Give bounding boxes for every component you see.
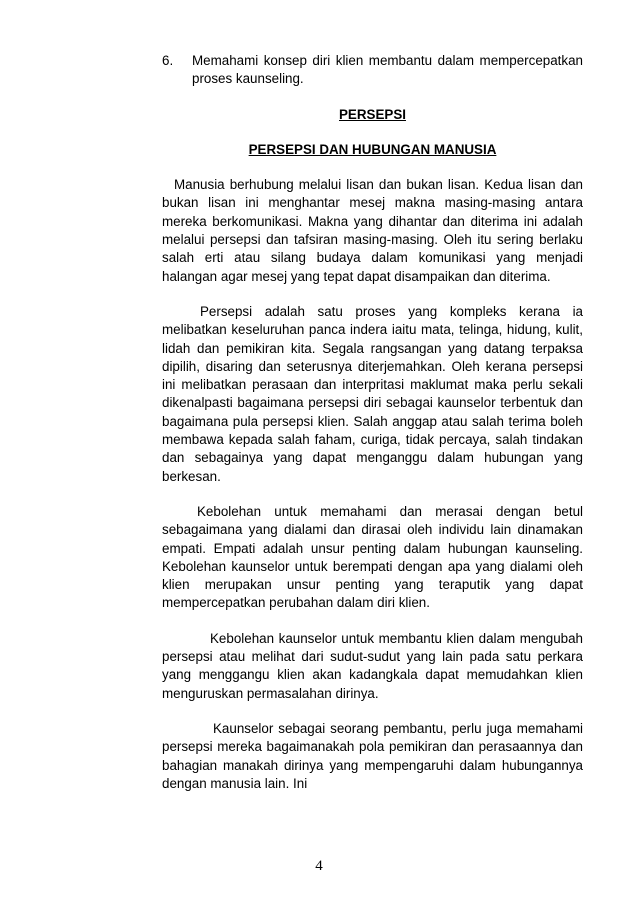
- paragraph-1: Manusia berhubung melalui lisan dan bukan lisan. Kedua lisan dan bukan lisan ini menghantar mesej makna masing-masing antara mereka berkomunikasi. Makna yang dihantar dan diterima ini adalah melalui persepsi dan tafsiran masing-masing. Oleh itu sering berlaku salah erti atau silang budaya dalam komunikasi yang menjadi halangan agar mesej yang tepat dapat disampaikan dan diterima.: [162, 177, 583, 284]
- subsection-heading: PERSEPSI DAN HUBUNGAN MANUSIA: [248, 141, 497, 157]
- document-page: [162, 52, 583, 793]
- paragraph-2: Persepsi adalah satu proses yang kompleks kerana ia melibatkan keseluruhan panca indera iaitu mata, telinga, hidung, kulit, lidah dan pemikiran kita. Segala rangsangan yang datang terpaksa dipilih, disaring dan seterusnya diterjemahkan. Oleh kerana persepsi ini melibatkan perasaan dan interpritasi maklumat maka perlu sekali dikenalpasti bagaimana persepsi diri sebagai kaunselor terbentuk dan bagaimana pula persepsi klien. Salah anggap atau salah terima boleh membawa kepada salah faham, curiga, tidak percaya, salah tindakan dan sebagainya yang dapat menganggu dalam hubungan yang berkesan.: [162, 303, 583, 484]
- list-item-text: Memahami konsep diri klien membantu dalam mempercepatkan proses kaunseling.: [192, 53, 583, 87]
- section-heading: PERSEPSI: [339, 106, 406, 122]
- paragraph-5: Kaunselor sebagai seorang pembantu, perlu juga memahami persepsi mereka bagaimanakah pola pemikiran dan perasaannya dan bahagian manakah dirinya yang mempengaruhi dalam hubungannya dengan manusia lain. Ini: [162, 720, 583, 791]
- paragraph-3: Kebolehan untuk memahami dan merasai dengan betul sebagaimana yang dialami dan dirasai oleh individu lain dinamakan empati. Empati adalah unsur penting dalam hubungan kaunseling. Kebolehan kaunselor untuk berempati dengan apa yang dialami oleh klien merupakan unsur penting yang teraputik yang dapat mempercepatkan perubahan dalam diri klien.: [162, 503, 583, 611]
- paragraph-4: Kebolehan kaunselor untuk membantu klien dalam mengubah persepsi atau melihat dari sudut-sudut yang lain pada satu perkara yang menggangu klien akan kadangkala dapat memudahkan klien menguruskan permasalahan dirinya.: [162, 630, 583, 701]
- list-item: [162, 52, 583, 89]
- list-item-number: 6.: [162, 53, 174, 68]
- page-number: 4: [315, 858, 323, 874]
